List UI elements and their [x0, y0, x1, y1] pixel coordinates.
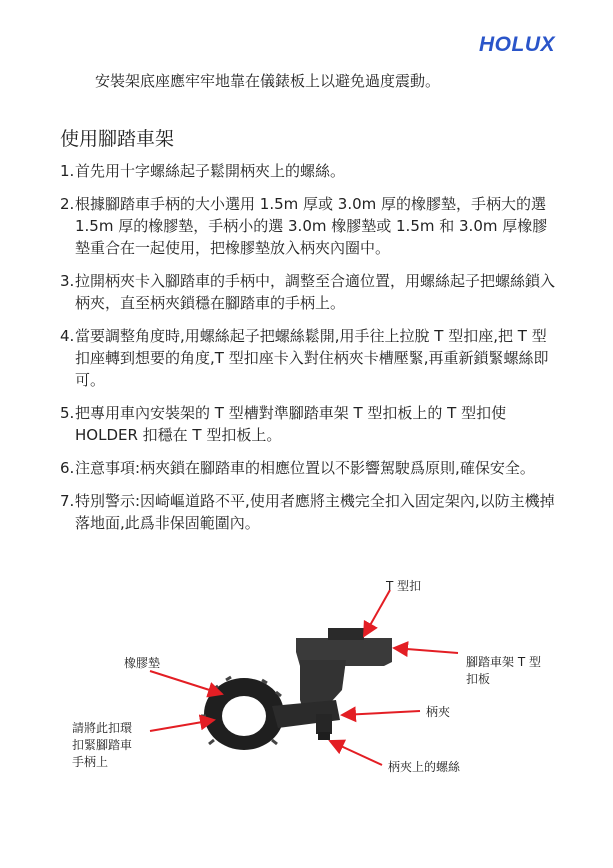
- label-bike-plate-line1: 腳踏車架 T 型: [466, 655, 541, 669]
- t-buckle-arrow: [364, 590, 390, 636]
- label-rubber-pad: 橡膠墊: [124, 656, 161, 670]
- label-bike-plate: [466, 654, 541, 688]
- step-number: 4.: [60, 327, 75, 345]
- step-number: 5.: [60, 404, 75, 422]
- intro-text: 安裝架底座應牢牢地靠在儀錶板上以避免過度震動。: [95, 72, 441, 90]
- step-number: 7.: [60, 492, 75, 510]
- label-fasten-line3: 手柄上: [72, 755, 109, 769]
- rubber-pad-arrow: [150, 671, 222, 694]
- step-number: 1.: [60, 162, 75, 180]
- step-text: 特別警示:因崎嶇道路不平,使用者應將主機完全扣入固定架內,以防主機掉落地面,此爲非保固範圍內。: [75, 492, 555, 532]
- label-t-buckle: T 型扣: [386, 579, 422, 593]
- fasten-arrow: [150, 720, 214, 731]
- step-text: 注意事項:柄夾鎖在腳踏車的相應位置以不影響駕駛爲原則,確保安全。: [75, 459, 535, 477]
- screw-arrow: [330, 741, 382, 765]
- step-text: 根據腳踏車手柄的大小選用 1.5m 厚或 3.0m 厚的橡膠墊，手柄大的選 1.5m 厚的橡膠墊，手柄小的選 3.0m 橡膠墊或 1.5m 和 3.0m 厚橡膠墊重合在一起使用，把橡膠墊放入柄夾內圈中。: [75, 195, 548, 257]
- step-text: 當要調整角度時,用螺絲起子把螺絲鬆開,用手往上拉脫 T 型扣座,把 T 型扣座轉到想要的角度,T 型扣座卡入對住柄夾卡槽壓緊,再重新鎖緊螺絲即可。: [75, 327, 549, 389]
- step-text: 把專用車內安裝架的 T 型槽對準腳踏車架 T 型扣板上的 T 型扣使 HOLDER 扣穩在 T 型扣板上。: [75, 404, 507, 444]
- label-fasten: [72, 720, 132, 771]
- label-bike-plate-line2: 扣板: [466, 672, 491, 686]
- step-number: 6.: [60, 459, 75, 477]
- step-text: 拉開柄夾卡入腳踏車的手柄中，調整至合適位置，用螺絲起子把螺絲鎖入柄夾，直至柄夾鎖穩在腳踏車的手柄上。: [75, 272, 556, 312]
- section-title: 使用腳踏車架: [60, 128, 175, 150]
- label-fasten-line2: 扣緊腳踏車: [72, 738, 133, 752]
- label-screw: 柄夾上的螺絲: [388, 760, 461, 774]
- label-fasten-line1: 請將此扣環: [72, 721, 133, 735]
- clamp-arrow: [342, 711, 420, 715]
- step-number: 2.: [60, 195, 75, 213]
- holux-logo: HOLUX: [479, 33, 555, 56]
- label-clamp: 柄夾: [426, 705, 451, 719]
- step-text: 首先用十字螺絲起子鬆開柄夾上的螺絲。: [75, 162, 346, 180]
- step-number: 3.: [60, 272, 75, 290]
- bike-plate-arrow: [394, 648, 458, 653]
- clamp-part: [272, 700, 340, 740]
